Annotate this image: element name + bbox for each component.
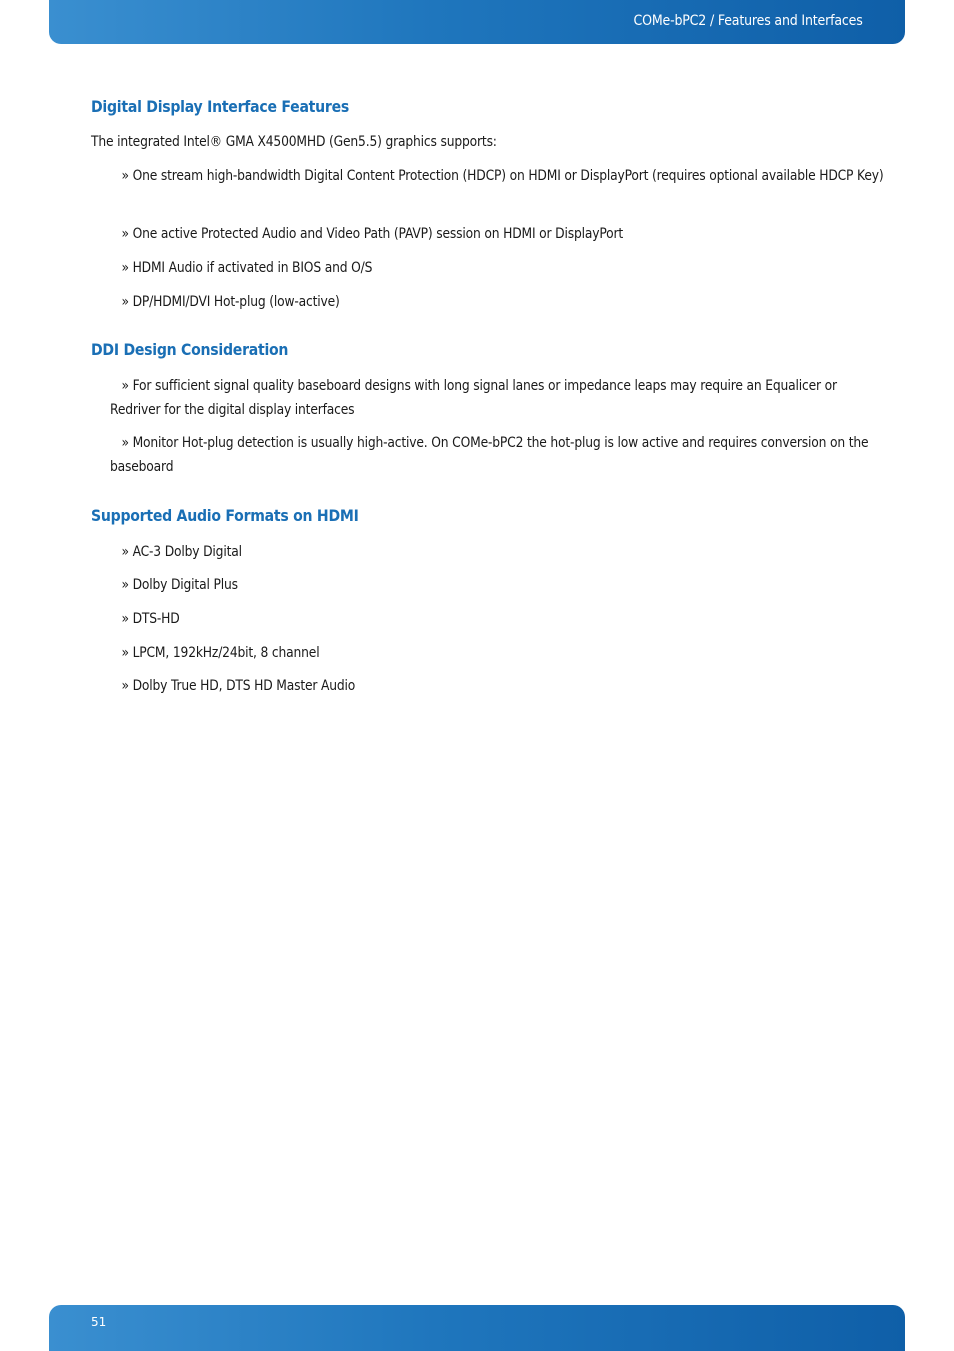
bullet-icon: » xyxy=(121,168,129,184)
header-title: COMe-bPC2 / Features and Interfaces xyxy=(633,13,863,29)
list-item xyxy=(110,431,884,479)
bullet-icon: » xyxy=(121,378,129,394)
page-header xyxy=(49,0,905,44)
bullet-icon: » xyxy=(121,645,129,661)
list-item xyxy=(110,674,884,698)
list-item-text: Dolby Digital Plus xyxy=(132,577,238,593)
bullet-icon: » xyxy=(121,226,129,242)
bullet-icon: » xyxy=(121,435,129,451)
section-heading-audio-formats: Supported Audio Formats on HDMI xyxy=(91,506,359,525)
list-item xyxy=(110,607,884,631)
list-item xyxy=(110,222,884,246)
list-item-text: LPCM, 192kHz/24bit, 8 channel xyxy=(132,645,320,661)
list-item-text: One active Protected Audio and Video Path (PAVP) session on HDMI or DisplayPort xyxy=(132,226,624,242)
list-item-text: Dolby True HD, DTS HD Master Audio xyxy=(132,678,356,694)
list-item-text: One stream high-bandwidth Digital Content Protection (HDCP) on HDMI or DisplayPort (requires optional available HDCP Key) xyxy=(132,168,884,184)
bullet-icon: » xyxy=(121,544,129,560)
list-item-text: DTS-HD xyxy=(132,611,180,627)
page-number: 51 xyxy=(91,1315,107,1329)
bullet-icon: » xyxy=(121,260,129,276)
bullet-icon: » xyxy=(121,611,129,627)
section-intro: The integrated Intel® GMA X4500MHD (Gen5.5) graphics supports: xyxy=(91,134,497,150)
list-item-text: AC-3 Dolby Digital xyxy=(132,544,242,560)
list-item xyxy=(110,573,884,597)
list-item-text: HDMI Audio if activated in BIOS and O/S xyxy=(132,260,373,276)
page-footer xyxy=(49,1305,905,1351)
bullet-icon: » xyxy=(121,678,129,694)
bullet-icon: » xyxy=(121,577,129,593)
list-item-text: For sufficient signal quality baseboard designs with long signal lanes or impedance leaps may require an Equalicer or Redriver for the digital display interfaces xyxy=(110,378,837,418)
bullet-icon: » xyxy=(121,294,129,310)
list-item xyxy=(110,290,884,314)
list-item xyxy=(110,164,884,188)
section-heading-ddi-design: DDI Design Consideration xyxy=(91,340,289,359)
list-item-text: DP/HDMI/DVI Hot-plug (low-active) xyxy=(132,294,340,310)
section-heading-digital-display: Digital Display Interface Features xyxy=(91,97,349,116)
list-item-text: Monitor Hot-plug detection is usually high-active. On COMe-bPC2 the hot-plug is low active and requires conversion on the baseboard xyxy=(110,435,869,475)
list-item xyxy=(110,641,884,665)
list-item xyxy=(110,540,884,564)
list-item xyxy=(110,374,884,422)
list-item xyxy=(110,256,884,280)
